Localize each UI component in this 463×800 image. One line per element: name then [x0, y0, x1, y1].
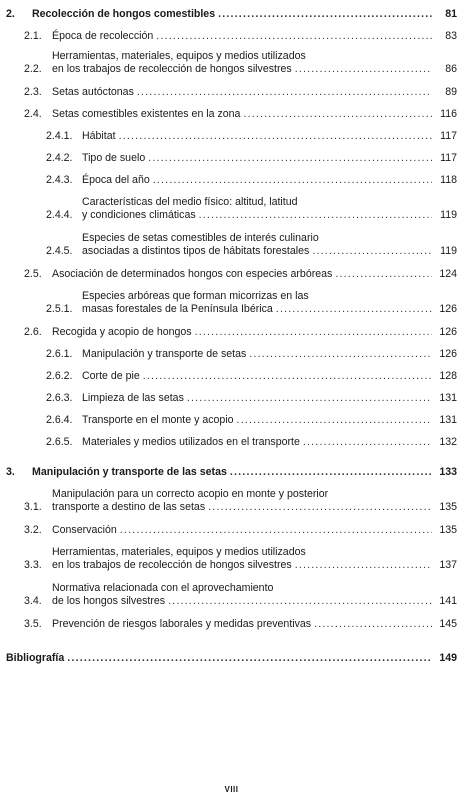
toc-entry-title-line: Transporte en el monte y acopio	[82, 414, 234, 426]
toc-entry-title-line: Época del año	[82, 174, 150, 186]
toc-entry[interactable]	[0, 50, 463, 76]
toc-entry[interactable]	[0, 152, 463, 165]
toc-entry-number: 2.4.2.	[46, 152, 73, 164]
toc-entry-page: 117	[440, 130, 457, 142]
toc-entry[interactable]	[0, 488, 463, 514]
toc-entry-number: 2.6.4.	[46, 414, 73, 426]
dot-leader	[295, 559, 432, 572]
toc-entry-page: 128	[439, 370, 457, 382]
toc-entry-number: 2.6.	[24, 326, 42, 338]
toc-entry-page: 118	[440, 174, 457, 186]
toc-entry-title-line: Setas comestibles existentes en la zona	[52, 108, 241, 120]
dot-leader	[120, 524, 432, 537]
toc-entry-page: 124	[439, 268, 457, 280]
toc-entry-title-line: en los trabajos de recolección de hongos silvestres	[52, 63, 292, 75]
toc-entry-title-line: Recogida y acopio de hongos	[52, 326, 192, 338]
toc-entry-title-line: asociadas a distintos tipos de hábitats forestales	[82, 245, 310, 257]
toc-entry-number: 3.	[6, 466, 15, 478]
dot-leader	[153, 174, 432, 187]
dot-leader	[230, 466, 432, 479]
dot-leader	[67, 652, 432, 665]
toc-entry-title-line: Recolección de hongos comestibles	[32, 8, 216, 20]
dot-leader	[156, 30, 432, 43]
toc-entry[interactable]	[0, 414, 463, 427]
toc-entry-page: 132	[439, 436, 457, 448]
toc-entry-title-line: Corte de pie	[82, 370, 140, 382]
dot-leader	[119, 130, 432, 143]
dot-leader	[243, 108, 432, 121]
toc-entry[interactable]	[0, 108, 463, 121]
toc-entry-number: 2.6.1.	[46, 348, 73, 360]
toc-entry-number: 3.2.	[24, 524, 42, 536]
toc-entry-page: 126	[439, 326, 457, 338]
toc-entry-number: 2.	[6, 8, 15, 20]
toc-entry-title-line: Prevención de riesgos laborales y medidas preventivas	[52, 618, 312, 630]
toc-entry-number: 3.5.	[24, 618, 42, 630]
toc-entry-title-line: Especies de setas comestibles de interés culinario	[82, 232, 319, 244]
toc-entry-number: 2.4.4.	[46, 209, 73, 221]
toc-entry-number: 3.3.	[24, 559, 42, 571]
toc-entry-title-line: Herramientas, materiales, equipos y medios utilizados	[52, 50, 306, 62]
toc-entry-page: 119	[440, 245, 457, 257]
toc-entry-number: 2.6.5.	[46, 436, 73, 448]
toc-entry[interactable]	[0, 466, 463, 479]
toc-entry-title-line: Especies arbóreas que forman micorrizas en las	[82, 290, 309, 302]
toc-entry-page: 145	[439, 618, 457, 630]
toc-entry-title-line: y condiciones climáticas	[82, 209, 196, 221]
toc-entry-number: 2.6.3.	[46, 392, 73, 404]
toc-entry-number: 2.2.	[24, 63, 42, 75]
toc-entry-number: 2.4.5.	[46, 245, 73, 257]
toc-entry[interactable]	[0, 618, 463, 631]
dot-leader	[208, 501, 432, 514]
toc-entry-page: 86	[445, 63, 457, 75]
toc-entry[interactable]	[0, 348, 463, 361]
toc-entry[interactable]	[0, 174, 463, 187]
dot-leader	[195, 326, 432, 339]
toc-entry-title-line: Conservación	[52, 524, 117, 536]
toc-entry-page: 149	[439, 652, 457, 664]
dot-leader	[187, 392, 432, 405]
toc-entry-number: 3.1.	[24, 501, 42, 513]
toc-entry-title-line: Época de recolección	[52, 30, 154, 42]
toc-entry[interactable]	[0, 30, 463, 43]
toc-entry[interactable]	[0, 436, 463, 449]
dot-leader	[335, 268, 432, 281]
toc-entry[interactable]	[0, 290, 463, 316]
toc-entry-page: 119	[440, 209, 457, 221]
toc-entry-title-line: Materiales y medios utilizados en el transporte	[82, 436, 300, 448]
toc-entry-number: 2.5.	[24, 268, 42, 280]
toc-entry[interactable]	[0, 86, 463, 99]
toc-entry-page: 137	[439, 559, 457, 571]
dot-leader	[218, 8, 432, 21]
toc-entry-title-line: Manipulación para un correcto acopio en monte y posterior	[52, 488, 329, 500]
toc-entry-number: 2.5.1.	[46, 303, 73, 315]
toc-entry-title-line: Características del medio físico: altitud, latitud	[82, 196, 298, 208]
toc-entry-title-line: Manipulación y transporte de setas	[82, 348, 247, 360]
toc-entry-page: 131	[439, 392, 457, 404]
toc-entry-title-line: Bibliografía	[6, 652, 65, 664]
toc-entry[interactable]	[0, 392, 463, 405]
toc-entry-number: 2.1.	[24, 30, 42, 42]
toc-entry-number: 2.4.1.	[46, 130, 73, 142]
toc-entry-page: 135	[439, 501, 457, 513]
toc-entry-title-line: Tipo de suelo	[82, 152, 146, 164]
dot-leader	[312, 245, 432, 258]
toc-entry-page: 133	[439, 466, 457, 478]
toc-entry-title-line: Limpieza de las setas	[82, 392, 184, 404]
toc-entry-page: 89	[445, 86, 457, 98]
toc-entry[interactable]	[0, 524, 463, 537]
dot-leader	[148, 152, 432, 165]
toc-entry[interactable]	[0, 652, 463, 665]
toc-entry-title-line: Herramientas, materiales, equipos y medios utilizados	[52, 546, 306, 558]
toc-entry-title-line: Normativa relacionada con el aprovechamiento	[52, 582, 274, 594]
dot-leader	[249, 348, 432, 361]
toc-entry-page: 81	[445, 8, 457, 20]
toc-entry[interactable]	[0, 370, 463, 383]
toc-entry-number: 2.4.3.	[46, 174, 73, 186]
toc-entry[interactable]	[0, 8, 463, 21]
toc-entry-title-line: masas forestales de la Península Ibérica	[82, 303, 273, 315]
toc-entry-page: 131	[439, 414, 457, 426]
toc-entry-page: 141	[439, 595, 457, 607]
toc-entry-title-line: Setas autóctonas	[52, 86, 134, 98]
dot-leader	[303, 436, 432, 449]
toc-entry[interactable]	[0, 582, 463, 608]
toc-entry[interactable]	[0, 232, 463, 258]
dot-leader	[295, 63, 432, 76]
toc-entry-title-line: de los hongos silvestres	[52, 595, 166, 607]
toc-entry-number: 3.4.	[24, 595, 42, 607]
toc-entry-page: 126	[439, 303, 457, 315]
toc-entry-number: 2.3.	[24, 86, 42, 98]
toc-entry-page: 116	[440, 108, 457, 120]
toc-entry-title-line: Hábitat	[82, 130, 116, 142]
toc-entry[interactable]	[0, 326, 463, 339]
toc-entry[interactable]	[0, 196, 463, 222]
dot-leader	[137, 86, 432, 99]
toc-entry-title-line: Asociación de determinados hongos con especies arbóreas	[52, 268, 333, 280]
dot-leader	[168, 595, 432, 608]
toc-entry-title-line: Manipulación y transporte de las setas	[32, 466, 227, 478]
toc-entry-page: 126	[439, 348, 457, 360]
toc-entry[interactable]	[0, 130, 463, 143]
toc-entry-number: 2.4.	[24, 108, 42, 120]
toc-entry[interactable]	[0, 268, 463, 281]
toc-entry-page: 83	[445, 30, 457, 42]
dot-leader	[143, 370, 432, 383]
toc-entry[interactable]	[0, 546, 463, 572]
toc-entry-number: 2.6.2.	[46, 370, 73, 382]
page-number-footer: VIII	[224, 785, 239, 794]
dot-leader	[237, 414, 432, 427]
dot-leader	[314, 618, 432, 631]
dot-leader	[276, 303, 432, 316]
toc-entry-title-line: en los trabajos de recolección de hongos silvestres	[52, 559, 292, 571]
toc-entry-page: 117	[440, 152, 457, 164]
dot-leader	[199, 209, 432, 222]
toc-entry-page: 135	[439, 524, 457, 536]
toc-entry-title-line: transporte a destino de las setas	[52, 501, 206, 513]
